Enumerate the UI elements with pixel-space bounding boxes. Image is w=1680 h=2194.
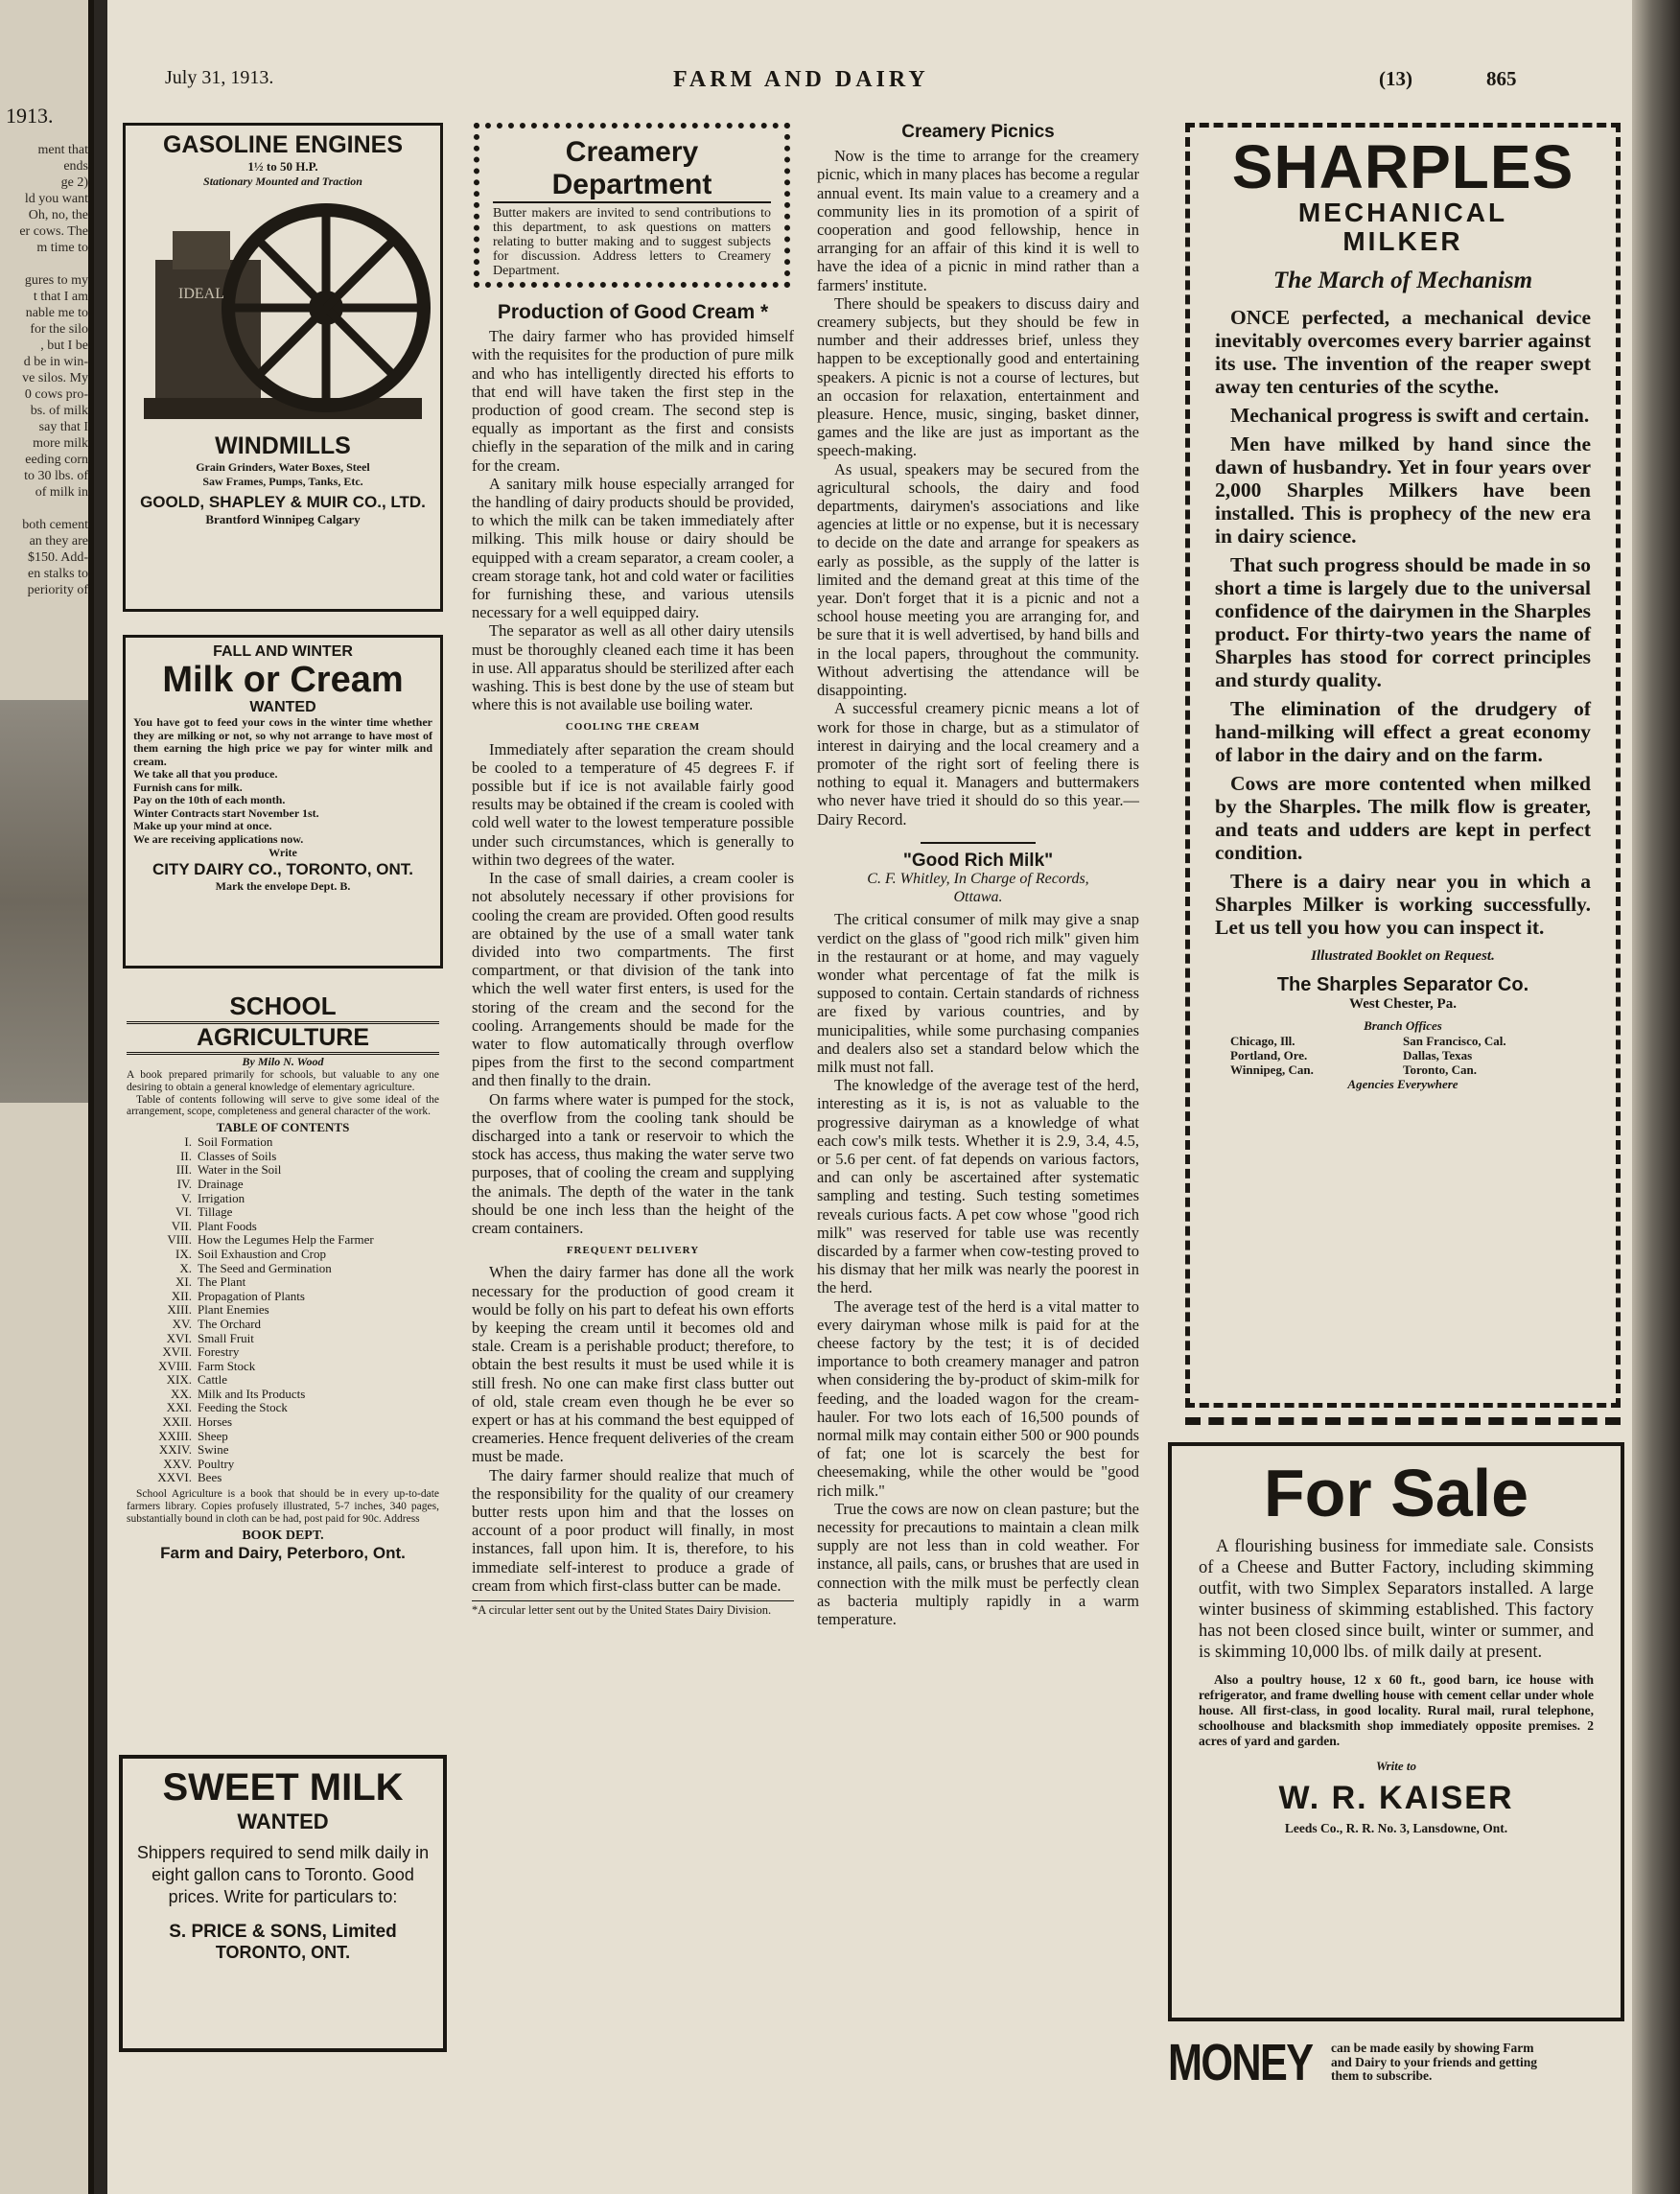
adjacent-page-line: , but I be [40,338,88,353]
adjacent-page-line: both cement [22,518,88,532]
toc-title: Soil Exhaustion and Crop [198,1246,326,1261]
ad-milkcream-item: Furnish cans for milk. [133,780,243,794]
ad-school-title1: SCHOOL [229,992,337,1020]
ad-sharples-sub1: MECHANICAL [1297,198,1508,227]
toc-entry [140,1415,439,1430]
ad-sharples-sub2: MILKER [1342,226,1463,256]
ad-sharples-paragraph: Mechanical progress is swift and certain. [1230,404,1590,427]
ad-sharples-offices [1215,1034,1591,1077]
toc-entry [140,1303,439,1318]
ad-sweetmilk-company: S. PRICE & SONS, Limited [169,1922,397,1942]
toc-title: Plant Enemies [198,1302,269,1318]
toc-number: XIII. [167,1302,192,1318]
header-page-number: 865 [1486,67,1517,90]
ad-gasoline-cities: Brantford Winnipeg Calgary [205,512,361,526]
toc-number: VIII. [167,1232,192,1248]
toc-number: XXIV. [158,1442,192,1458]
adjacent-page-line: ld you want [24,192,88,206]
toc-entry [140,1205,439,1220]
ad-school-agriculture [119,992,447,1736]
toc-number: V. [181,1190,192,1205]
ad-sharples-office: Toronto, Can. [1403,1062,1477,1077]
ad-sharples-tagline: The March of Mechanism [1272,268,1533,293]
article1-paragraph: The dairy farmer who has provided himself with the requisites for the production of pure milk and who has intelligently directed his efforts to that end will have taken the first step in the production of good cream. The second step is equally as important as the first and consists chiefly in the separation of the milk and in caring for the cream. [472,327,794,475]
adjacent-page-line: an they are [29,534,88,548]
toc-title: Forestry [198,1344,240,1360]
engine-illustration [134,193,432,431]
toc-title: Cattle [198,1372,228,1388]
toc-title: Tillage [198,1204,233,1220]
ad-sharples-paragraph: Men have milked by hand since the dawn of husbandry. Yet in four years over 2,000 Sharples Milkers have been installed. This is prophecy of the new era in dairy science. [1215,432,1591,548]
toc-entry [140,1471,439,1485]
adjacent-page-line: to 30 lbs. of [24,469,88,483]
toc-number: XI. [175,1274,192,1290]
creamery-dept-body: Butter makers are invited to send contributions to this department, to ask questions on matters relating to butter making and to suggest subjects for discussion. Address letters to Creamery Department. [493,206,771,278]
toc-number: XV. [172,1316,192,1331]
article2-paragraph: Now is the time to arrange for the creamery picnic, which in many places has become a regular annual event. Its main value to a creamery and a community lies in its promotion of a spirit of cooperation and good fellowship, hence in arranging for an affair of this kind it is well to have the idea of a picnic in mind rather than a farmers' institute. [817,147,1139,294]
ad-milkcream-top: FALL AND WINTER [213,643,353,660]
toc-entry [140,1178,439,1192]
article1-paragraph: When the dairy farmer has done all the work necessary for the production of good cream it would be folly on his part to defeat his own efforts by keeping the cream until it becomes old and stale. Cream is a perishable product; therefore, to obtain the best results it must be used while it is still fresh. No one can make first class butter out of old, stale cream even though he be ever so expert or has at his command the best equipped of creameries. Hence frequent deliveries of the cream must be made. [472,1263,794,1466]
toc-entry [140,1318,439,1332]
adjacent-page-line: ends [63,159,88,174]
toc-entry [140,1275,439,1290]
ad-forsale-name: W. R. KAISER [1278,1780,1514,1816]
adjacent-page-line: er cows. The [19,224,88,239]
adjacent-page-line: for the silo [30,322,88,337]
adjacent-page-line: Oh, no, the [28,208,88,222]
toc-title: Small Fruit [198,1330,254,1345]
adjacent-page-line: nable me to [25,306,88,320]
toc-number: IX. [175,1246,192,1261]
ad-forsale-write: Write to [1375,1759,1416,1773]
toc-entry [140,1248,439,1262]
ad-sharples-paragraph: There is a dairy near you in which a Sharples Milker is working successfully. Let us tell you how you can inspect it. [1215,870,1591,939]
ad-sharples-paragraph: ONCE perfected, a mechanical device inevitably overcomes every barrier against its use. The invention of the reaper swept away ten centuries of the scythe. [1215,306,1591,398]
ad-school-toc-title: TABLE OF CONTENTS [216,1120,350,1135]
article1-paragraph: In the case of small dairies, a cream cooler is not absolutely necessary if other provisions for cooling the cream are provided. Often good results are obtained by the use of a small water tank divided into two compartments. The first compartment, or that division of the tank into which the well water first enters, is used for the storing of the cream and the second for the cooling. Arrangements should be made for the water to flow automatically through overflow pipes from the first to the second compartment and then finally to the drain. [472,869,794,1090]
toc-title: Water in the Soil [198,1162,282,1178]
article-separator [921,842,1036,844]
adjacent-page-line: of milk in [35,485,88,500]
ad-sharples-office: Chicago, Ill. [1230,1034,1295,1048]
ad-milkcream-mark: Mark the envelope Dept. B. [215,879,351,893]
toc-entry [140,1163,439,1178]
toc-title: How the Legumes Help the Farmer [198,1232,374,1248]
ad-forsale-body: A flourishing business for immediate sale. Consists of a Cheese and Butter Factory, including skimming outfit, with two Simplex Separators installed. A large winter business of skimming established. This factory has not been closed since built, winter or summer, and is skimming 10,000 lbs. of milk daily at present. [1199,1537,1594,1662]
ad-milkcream-items [133,768,432,846]
engine-label: IDEAL [178,286,224,302]
ad-money-word: MONEY [1168,2034,1313,2091]
ad-milkcream-title: Milk or Cream [162,660,404,700]
ad-sharples-city: West Chester, Pa. [1349,996,1457,1012]
toc-title: Feeding the Stock [198,1400,288,1415]
ad-sharples-paragraph: The elimination of the drudgery of hand-milking will effect a great economy of labor in the dairy and on the farm. [1215,697,1591,766]
ad-school-outro: School Agriculture is a book that should be in every up-to-date farmers library. Copies profusely illustrated, 5-7 inches, 340 pages, substantially bound in cloth can be had, post paid for 90c. Address [127,1488,439,1525]
ad-sharples-office: Winnipeg, Can. [1230,1062,1314,1077]
adjacent-page-line: periority of [27,583,88,597]
toc-number: II. [180,1148,192,1163]
toc-title: Propagation of Plants [198,1288,305,1303]
article1-subhead-cooling: COOLING THE CREAM [565,721,701,734]
ad-milkcream-item: We take all that you produce. [133,767,278,781]
adjacent-page-text [0,142,88,598]
ad-sweetmilk-title: SWEET MILK [162,1766,404,1809]
adjacent-page-line: gures to my [24,273,88,288]
ad-gasoline-hp: 1½ to 50 H.P. [247,159,318,174]
ad-sharples-body [1215,306,1591,939]
ad-milkcream-company: CITY DAIRY CO., TORONTO, ONT. [152,860,414,878]
ad-milkcream-item: Winter Contracts start November 1st. [133,805,319,820]
toc-number: XXI. [166,1400,192,1415]
article3-paragraph: True the cows are now on clean pasture; but the necessity for precautions to maintain a clean milk supply are not less than in cold weather. For instance, all pails, cans, or brushes that are used in connection with the milk must be perfectly clean as bacteria multiply rapidly in a warm temperature. [817,1499,1139,1629]
toc-entry [140,1373,439,1388]
article-creamery-picnics [817,123,1139,1628]
adjacent-page-line: d be in win- [23,355,88,369]
ad-divider [1185,1417,1621,1425]
ad-sweet-milk [119,1755,447,2052]
article1-subhead-delivery: FREQUENT DELIVERY [566,1245,700,1257]
toc-entry [140,1290,439,1304]
toc-number: XX. [170,1386,192,1401]
article1-paragraph: The separator as well as all other dairy utensils must be thoroughly cleaned each time it has been in use. All apparatus should be sterilized after each washing. This is best done by the use of steam but where this is not available use boiling water. [472,621,794,714]
adjacent-page-line: say that I [38,420,88,434]
ad-school-toc [140,1135,439,1485]
ad-gasoline-company: GOOLD, SHAPLEY & MUIR CO., LTD. [140,493,426,511]
ad-gasoline-line1: Grain Grinders, Water Boxes, Steel [196,460,370,474]
ad-milkcream-write: Write [268,846,297,859]
ad-forsale-address: Leeds Co., R. R. No. 3, Lansdowne, Ont. [1284,1821,1508,1835]
toc-title: The Plant [198,1274,246,1290]
ad-windmills: WINDMILLS [215,432,351,459]
toc-title: Bees [198,1470,222,1485]
ad-sharples-paragraph: Cows are more contented when milked by the Sharples. The milk flow is greater, and teats and udders are kept in perfect condition. [1215,772,1591,864]
adjacent-page-strip [0,0,94,2194]
adjacent-page-year: 1913. [6,104,54,128]
adjacent-page-line: ge 2) [60,175,88,190]
article2-title: Creamery Picnics [901,122,1055,142]
adjacent-page-photo [0,700,88,1103]
ad-sharples-company: The Sharples Separator Co. [1276,974,1529,995]
article1-paragraph: A sanitary milk house especially arranged for the handling of dairy products should be provided, to which the milk can be taken immediately after milking. This milk house or dairy should be equipped with a cream separator, a cream cooler, a cream storage tank, hot and cold water or facilities for furnishing these, and various utensils necessary for a well equipped dairy. [472,474,794,622]
ad-money-text: can be made easily by showing Farm and Dairy to your friends and getting them to subscribe. [1331,2041,1538,2084]
toc-title: Soil Formation [198,1134,273,1150]
toc-number: IV. [176,1176,192,1191]
adjacent-page-line: t that I am [33,290,88,304]
toc-number: XIX. [166,1372,192,1388]
toc-title: Classes of Soils [198,1148,277,1163]
article3-title: "Good Rich Milk" [902,850,1054,871]
toc-number: X. [179,1260,192,1275]
ad-sharples-agencies: Agencies Everywhere [1347,1077,1458,1091]
toc-entry [140,1443,439,1458]
article2-paragraph: A successful creamery picnic means a lot of work for those in charge, but as a stimulator of interest in dairying and the local creamery and a promoter of the right sort of feeling there is nothing to equal it. Managers and buttermakers who never have tried it should do so this year.—Dairy Record. [817,699,1139,829]
adjacent-page-line: ment that [37,143,88,157]
toc-number: XXIII. [157,1428,192,1443]
toc-title: The Orchard [198,1316,262,1331]
ad-money [1168,2035,1624,2090]
adjacent-page-line: 0 cows pro- [24,387,88,402]
ad-sharples-office: Dallas, Texas [1403,1048,1473,1062]
article1-paragraph: The dairy farmer should realize that much of the responsibility for the quality of our creamery butter rests upon him and that the losses on account of a poor product will finally, in most instances, fall upon him. It is, therefore, to his immediate self-interest to produce a grade of cream from which first-class butter can be made. [472,1465,794,1595]
adjacent-page-line: en stalks to [28,567,88,581]
article1-title: Production of Good Cream * [497,301,769,323]
article3-paragraph: The knowledge of the average test of the herd, interesting as it is, is not as valuable to the progressive dairyman as a knowledge of what each cow's milk tests. Whether it is 2.9, 3.4, 4.5, or 5.6 per cent. of fat depends on various factors, and can only be ascertained after systematic sampling and testing. Such testing sometimes reveals curious facts. A pet cow whose "good rich milk" was reserved for table use was recently discarded by a farmer when cow-testing proved to his dismay that her milk was nearly the poorest in the herd. [817,1076,1139,1297]
toc-entry [140,1388,439,1402]
article1-paragraph: Immediately after separation the cream should be cooled to a temperature of 45 degrees F. if possible but if ice is not available fairly good results may be obtained if the cream is cooled with cold well water to the lowest temperature possible under such circumstances, which is generally to within two degrees of the water. [472,739,794,869]
header-page-bracket: (13) [1379,67,1412,90]
article3-byline: C. F. Whitley, In Charge of Records, [867,870,1089,887]
ad-sweetmilk-body: Shippers required to send milk daily in eight gallon cans to Toronto. Good prices. Write for particulars to: [136,1843,430,1906]
article1-footnote: *A circular letter sent out by the United States Dairy Division. [472,1600,794,1617]
ad-sharples-paragraph: That such progress should be made in so short a time is largely due to the universal confidence of the dairymen in the Sharples product. For thirty-two years the name of Sharples has stood for correct principles and sturdy quality. [1215,553,1591,691]
ad-forsale-title: For Sale [1263,1456,1529,1530]
ad-sharples-title: SHARPLES [1231,132,1575,201]
ad-milkcream-wanted: WANTED [249,699,316,715]
toc-title: The Seed and Germination [198,1260,332,1275]
ad-school-author: By Milo N. Wood [242,1055,324,1068]
toc-title: Poultry [198,1456,235,1471]
adjacent-page-line: m time to [36,241,88,255]
toc-entry [140,1135,439,1150]
toc-number: VI. [175,1204,192,1220]
toc-number: XXV. [163,1456,192,1471]
ad-sharples-branch: Branch Offices [1364,1018,1442,1033]
toc-number: XVIII. [157,1358,192,1373]
adjacent-page-line: eeding corn [25,453,88,467]
toc-number: XII. [171,1288,192,1303]
toc-number: XVI. [166,1330,192,1345]
adjacent-page-line: $150. Add- [28,550,88,565]
toc-entry [140,1332,439,1346]
toc-number: III. [175,1162,192,1178]
toc-entry [140,1262,439,1276]
ad-gasoline-title: GASOLINE ENGINES [162,131,404,158]
creamery-dept-title: Creamery Department [493,136,771,203]
toc-entry [140,1233,439,1248]
article1-paragraph: On farms where water is pumped for the stock, the overflow from the cooling tank should be discharged into a tank or reservoir to which the stock has access, thus making the water serve two purposes, that of cooling the cream and supplying the animals. The depth of the water in the tank should be one inch less than the height of the cream containers. [472,1089,794,1237]
page-gutter [88,0,94,2194]
adjacent-page-line [0,501,88,517]
article3-paragraph: The average test of the herd is a vital matter to every dairyman whose milk is paid for at the cheese factory by the test; it is of decided importance to both creamery manager and patron when considering the by-product of skim-milk for feeding, and the loaded wagon for the cream-hauler. For two lots each of 16,500 pounds of normal milk may contain either 500 or 900 pounds of fat; one lot is scarcely the best for cheesemaking, while the other would be "good rich milk." [817,1296,1139,1500]
article2-paragraph: As usual, speakers may be secured from the agricultural schools, the dairy and food departments, dairymen's associations and like agencies at little or no expense, but it is necessary to decide on the date and arrange for speakers as early as possible, as the supply of the latter is limited and the demand great at this time of the year. Don't forget that it is a picnic and not a school house meeting you are arranging for, and be sure that it is well advertised, by hand bills and in the local papers, throughout the community. Without advertising the attendance will be disappointing. [817,459,1139,700]
adjacent-page-line: ve silos. My [22,371,88,385]
ad-school-title2: AGRICULTURE [127,1021,439,1055]
ad-milkcream-item: Make up your mind at once. [133,819,272,832]
toc-entry [140,1192,439,1206]
creamery-department-box [474,123,790,288]
ad-sweetmilk-city: TORONTO, ONT. [215,1943,351,1962]
ad-school-address: Farm and Dairy, Peterboro, Ont. [160,1544,406,1563]
page-right-edge [1632,0,1680,2194]
newspaper-page [107,0,1632,2194]
toc-title: Milk and Its Products [198,1386,306,1401]
ad-gasoline-engines [123,123,443,612]
article3-city: Ottawa. [953,889,1003,906]
ad-for-sale [1168,1442,1624,2021]
adjacent-page-line: bs. of milk [30,404,88,418]
toc-number: XXII. [162,1414,192,1430]
toc-number: XVII. [162,1344,192,1360]
toc-number: I. [184,1134,192,1150]
toc-entry [140,1458,439,1472]
toc-entry [140,1150,439,1164]
toc-title: Irrigation [198,1190,245,1205]
ad-sharples-office: Portland, Ore. [1230,1048,1308,1062]
toc-title: Farm Stock [198,1358,256,1373]
toc-entry [140,1401,439,1415]
toc-entry [140,1345,439,1360]
ad-milk-or-cream [123,635,443,969]
toc-number: VII. [171,1218,192,1233]
ad-school-dept: BOOK DEPT. [242,1529,324,1544]
adjacent-page-line: more milk [33,436,88,451]
ad-sweetmilk-wanted: WANTED [237,1809,329,1833]
toc-number: XXVI. [157,1470,192,1485]
toc-title: Horses [198,1414,233,1430]
toc-entry [140,1430,439,1444]
ad-sharples-milker [1185,123,1621,1408]
toc-title: Sheep [198,1428,228,1443]
article-production-good-cream [472,303,794,1617]
article3-paragraph: The critical consumer of milk may give a snap verdict on the glass of "good rich milk" given him in the restaurant or at home, and may vaguely wonder what percentage of fat the milk is supposed to contain. Certain standards of richness are fixed by various countries, and by municipalities, while some purchasing companies and dealers also set a standard below which the milk must not fall. [817,910,1139,1076]
ad-milkcream-item: Pay on the 10th of each month. [133,793,286,806]
toc-title: Plant Foods [198,1218,257,1233]
ad-gasoline-sub: Stationary Mounted and Traction [203,175,362,188]
article2-paragraph: There should be speakers to discuss dairy and creamery subjects, but they should be few in number and their addresses brief, unless they happen to be exceptionally good and entertaining speakers. A picnic is not a course of lectures, but an occasion for relaxation, entertainment and pleasure. Hence, music, singing, basket dinner, games and the like are just as important as the speech-making. [817,293,1139,460]
toc-entry [140,1220,439,1234]
toc-title: Swine [198,1442,229,1458]
ad-milkcream-item: We are receiving applications now. [133,831,304,846]
adjacent-page-line [0,256,88,272]
ad-gasoline-line2: Saw Frames, Pumps, Tanks, Etc. [202,475,363,488]
ad-school-intro2: Table of contents following will serve to give some ideal of the arrangement, scope, completeness and general character of the work. [127,1093,439,1118]
ad-forsale-body2: Also a poultry house, 12 x 60 ft., good barn, ice house with refrigerator, and frame dwelling house with cement cellar under whole house. All first-class, in good locality. Rural mail, rural telephone, schoolhouse and blacksmith shop immediately opposite premises. 2 acres of yard and garden. [1199,1672,1594,1748]
toc-entry [140,1360,439,1374]
ad-milkcream-body: You have got to feed your cows in the winter time whether they are milking or not, so why not arrange to have most of them earning the high price we pay for winter milk and cream. [133,715,432,768]
toc-title: Drainage [198,1176,244,1191]
ad-sharples-booklet: Illustrated Booklet on Request. [1311,948,1495,964]
header-date: July 31, 1913. [165,67,274,88]
header-title: FARM AND DAIRY [673,67,929,92]
ad-sharples-office: San Francisco, Cal. [1403,1034,1506,1048]
ad-school-intro: A book prepared primarily for schools, but valuable to any one desiring to obtain a general knowledge of elementary agriculture. [127,1069,439,1093]
